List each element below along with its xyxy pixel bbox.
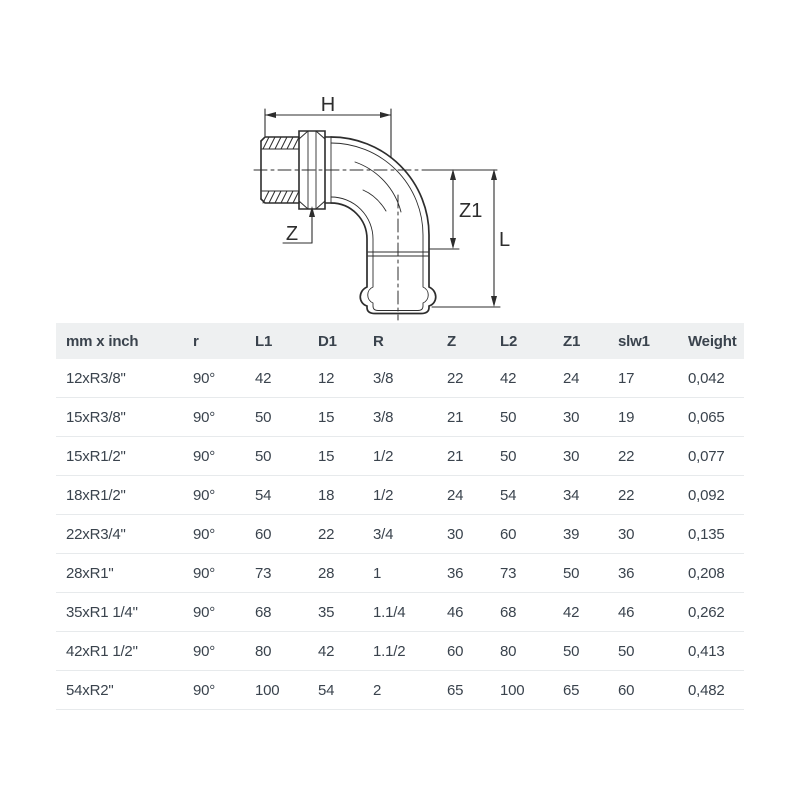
table-cell: 18 <box>308 476 363 515</box>
column-header: slw1 <box>608 323 678 359</box>
table-cell: 42xR1 1/2" <box>56 632 183 671</box>
table-cell: 28xR1" <box>56 554 183 593</box>
table-cell: 3/4 <box>363 515 437 554</box>
column-header: D1 <box>308 323 363 359</box>
table-cell: 90° <box>183 671 245 710</box>
elbow-wall-line <box>331 143 428 311</box>
table-cell: 90° <box>183 398 245 437</box>
table-row <box>56 554 744 593</box>
table-cell: 50 <box>490 437 553 476</box>
table-cell: 30 <box>553 398 608 437</box>
table-cell: 100 <box>245 671 308 710</box>
column-header: L1 <box>245 323 308 359</box>
table-cell: 15 <box>308 398 363 437</box>
centerlines <box>254 170 424 320</box>
table-cell: 12 <box>308 359 363 398</box>
table-cell: 42 <box>308 632 363 671</box>
column-header: Weight <box>678 323 744 359</box>
table-cell: 15xR3/8" <box>56 398 183 437</box>
table-cell: 54 <box>490 476 553 515</box>
column-header: Z <box>437 323 490 359</box>
table-cell: 90° <box>183 593 245 632</box>
table-cell: 22 <box>437 359 490 398</box>
table-cell: 22 <box>608 476 678 515</box>
table-cell: 60 <box>490 515 553 554</box>
table-cell: 18xR1/2" <box>56 476 183 515</box>
table-row <box>56 476 744 515</box>
spec-table <box>56 323 744 710</box>
column-header: Z1 <box>553 323 608 359</box>
column-header: r <box>183 323 245 359</box>
table-cell: 42 <box>245 359 308 398</box>
table-cell: 42 <box>553 593 608 632</box>
table-cell: 90° <box>183 476 245 515</box>
table-cell: 54 <box>245 476 308 515</box>
table-cell: 0,077 <box>678 437 744 476</box>
table-cell: 28 <box>308 554 363 593</box>
dim-label-z1: Z1 <box>459 200 483 222</box>
column-header: R <box>363 323 437 359</box>
table-cell: 21 <box>437 398 490 437</box>
table-cell: 68 <box>490 593 553 632</box>
fitting-diagram <box>0 0 800 330</box>
table-cell: 50 <box>245 437 308 476</box>
table-cell: 15xR1/2" <box>56 437 183 476</box>
table-cell: 30 <box>437 515 490 554</box>
table-cell: 60 <box>437 632 490 671</box>
table-row <box>56 671 744 710</box>
table-cell: 60 <box>245 515 308 554</box>
table-cell: 60 <box>608 671 678 710</box>
table-row <box>56 632 744 671</box>
table-body <box>56 359 744 710</box>
table-cell: 73 <box>245 554 308 593</box>
dimension-l <box>432 169 500 307</box>
table-cell: 30 <box>608 515 678 554</box>
table-row <box>56 437 744 476</box>
table-cell: 73 <box>490 554 553 593</box>
table-cell: 46 <box>437 593 490 632</box>
table-cell: 22xR3/4" <box>56 515 183 554</box>
table-cell: 24 <box>553 359 608 398</box>
table-cell: 22 <box>608 437 678 476</box>
table-cell: 50 <box>490 398 553 437</box>
table-cell: 90° <box>183 359 245 398</box>
table-cell: 0,135 <box>678 515 744 554</box>
table-cell: 65 <box>553 671 608 710</box>
table-cell: 90° <box>183 632 245 671</box>
table-cell: 0,065 <box>678 398 744 437</box>
table-cell: 42 <box>490 359 553 398</box>
table-cell: 46 <box>608 593 678 632</box>
column-header: mm x inch <box>56 323 183 359</box>
table-row <box>56 515 744 554</box>
table-cell: 35xR1 1/4" <box>56 593 183 632</box>
table-cell: 3/8 <box>363 359 437 398</box>
table-cell: 68 <box>245 593 308 632</box>
elbow-body <box>331 137 436 314</box>
table-cell: 22 <box>308 515 363 554</box>
table-cell: 50 <box>245 398 308 437</box>
table-cell: 54xR2" <box>56 671 183 710</box>
dim-label-z: Z <box>285 223 299 245</box>
table-cell: 90° <box>183 515 245 554</box>
table-cell: 24 <box>437 476 490 515</box>
table-cell: 54 <box>308 671 363 710</box>
table-cell: 80 <box>490 632 553 671</box>
table-cell: 0,413 <box>678 632 744 671</box>
table-cell: 2 <box>363 671 437 710</box>
table-cell: 0,042 <box>678 359 744 398</box>
table-row <box>56 359 744 398</box>
table-cell: 1.1/2 <box>363 632 437 671</box>
table-cell: 1.1/4 <box>363 593 437 632</box>
table-cell: 34 <box>553 476 608 515</box>
table-cell: 1/2 <box>363 437 437 476</box>
table-cell: 36 <box>608 554 678 593</box>
table-cell: 15 <box>308 437 363 476</box>
dim-label-h: H <box>320 94 336 116</box>
table-cell: 39 <box>553 515 608 554</box>
table-cell: 90° <box>183 437 245 476</box>
table-cell: 100 <box>490 671 553 710</box>
table-row <box>56 593 744 632</box>
column-header: L2 <box>490 323 553 359</box>
table-cell: 0,482 <box>678 671 744 710</box>
table-cell: 3/8 <box>363 398 437 437</box>
table-cell: 1 <box>363 554 437 593</box>
table-row <box>56 398 744 437</box>
table-header-row <box>56 323 744 359</box>
table-cell: 80 <box>245 632 308 671</box>
dimension-h <box>265 109 391 158</box>
table-cell: 90° <box>183 554 245 593</box>
table-cell: 50 <box>608 632 678 671</box>
table-cell: 12xR3/8" <box>56 359 183 398</box>
table-cell: 35 <box>308 593 363 632</box>
table-cell: 19 <box>608 398 678 437</box>
dimensions-table <box>56 323 744 710</box>
table-cell: 65 <box>437 671 490 710</box>
table-cell: 0,208 <box>678 554 744 593</box>
table-cell: 17 <box>608 359 678 398</box>
table-cell: 50 <box>553 632 608 671</box>
table-cell: 21 <box>437 437 490 476</box>
dim-label-l: L <box>499 229 511 251</box>
table-cell: 0,092 <box>678 476 744 515</box>
table-cell: 36 <box>437 554 490 593</box>
table-cell: 0,262 <box>678 593 744 632</box>
table-cell: 50 <box>553 554 608 593</box>
table-cell: 1/2 <box>363 476 437 515</box>
table-cell: 30 <box>553 437 608 476</box>
